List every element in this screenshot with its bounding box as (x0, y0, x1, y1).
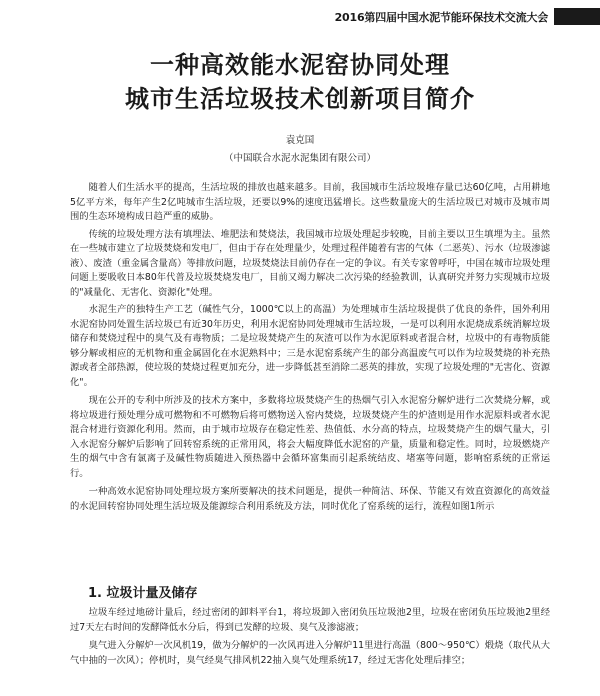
section-heading: 1. 垃圾计量及储存 (88, 586, 198, 601)
title-line-2: 城市生活垃圾技术创新项目简介 (125, 85, 475, 113)
author-name: 袁克国 (285, 135, 315, 146)
title-line-1: 一种高效能水泥窑协同处理 (150, 51, 450, 79)
author-affiliation: （中国联合水泥水泥集团有限公司） (223, 153, 376, 164)
paragraph: 随着人们生活水平的提高，生活垃圾的排放也越来越多。目前，我国城市生活垃圾堆存量已达60亿吨，占用耕地5亿平方米，每年产生2亿吨城市生活垃圾，还要以9%的速度迅猛增长。这些数量庞大的生活垃圾已对城市及城市周围的生态环境构成日趋严重的威胁。 (70, 182, 550, 222)
running-header (0, 6, 600, 30)
paragraph: 现在公开的专利中所涉及的技术方案中，多数将垃圾焚烧产生的热烟气引入水泥窑分解炉进行二次焚烧分解，或将垃圾进行预处理分成可燃物和不可燃物后将可燃物送入窑内焚烧，垃圾焚烧产生的炉渣则是用作水泥原料或者水泥混合材进行资源化利用。然而，由于城市垃圾存在稳定性差、热值低、水分高的特点，垃圾焚烧产生的烟气量大，引入水泥窑分解炉后影响了回转窑系统的正常用风，将会大幅度降低水泥窑的产量，质量和稳定性。同时，垃圾燃烧产生的烟气中含有氯离子及碱性物质随进入预热器中会循环富集而引起系统结皮、堵塞等问题，影响窑系统的正常运行。 (70, 395, 550, 479)
header-black-bar (554, 8, 600, 25)
paragraph: 垃圾车经过地磅计量后，经过密闭的卸料平台1，将垃圾卸入密闭负压垃圾池2里，垃圾在密闭负压垃圾池2里经过7天左右时间的发酵降低水分后，得到已发酵的垃圾、臭气及渗滤液； (70, 607, 550, 633)
paragraph: 一种高效水泥窑协同处理垃圾方案所要解决的技术问题是，提供一种简洁、环保、节能又有效直资源化的高效益的水泥回转窑协同处理生活垃圾及能源综合利用系统及方法，同时优化了窑系统的运行，流程如图1所示 (70, 486, 550, 512)
body-text (70, 181, 550, 518)
paragraph: 水泥生产的独特生产工艺（碱性气分，1000℃以上的高温）为处理城市生活垃圾提供了优良的条件，国外利用水泥窑协同处置生活垃圾已有近30年历史，利用水泥窑协同处理城市生活垃圾，一是可以利用水泥烧成系统消解垃圾储存和焚烧过程中的臭气及有毒物质；二是垃圾焚烧产生的灰渣可以作为水泥原料或者混合材，垃圾中的有毒物质能够分解或相应的无机物和重金属固化在水泥熟料中；三是水泥窑系统产生的部分高温废气可以作为垃圾焚烧的补充热源或者全部热源，使垃圾的焚烧过程更加充分，进一步降低甚至消除二恶英的排放，实现了垃圾处理的"无害化、资源化"。 (70, 304, 550, 388)
paragraph: 臭气进入分解炉一次风机19，做为分解炉的一次风再进入分解炉11里进行高温（800～950℃）煅烧（取代从大气中抽的一次风）；停机时，臭气经臭气排风机22抽入臭气处理系统17，经过无害化处理后排空； (70, 640, 550, 666)
paragraph: 传统的垃圾处理方法有填埋法、堆肥法和焚烧法，我国城市垃圾处理起步较晚，目前主要以卫生填埋为主。虽然在一些城市建立了垃圾焚烧和发电厂，但由于存在处理量少，处理过程伴随着有害的气体（二恶英）、污水（垃圾渗滤液）、废渣（重金属含量高）等排放问题，垃圾焚烧法目前仍存在一定的争议。有关专家曾呼吁，中国在城市垃圾处理问题上要吸收日本80年代普及垃圾焚烧发电厂，目前又竭力解决二次污染的经验教训，认真研究并努力实现城市垃圾的"减量化、无害化、资源化"处理。 (70, 228, 550, 298)
conference-name: 2016第四届中国水泥节能环保技术交流大会 (334, 11, 548, 24)
section-body-text (70, 606, 550, 672)
paper-title (0, 48, 600, 116)
